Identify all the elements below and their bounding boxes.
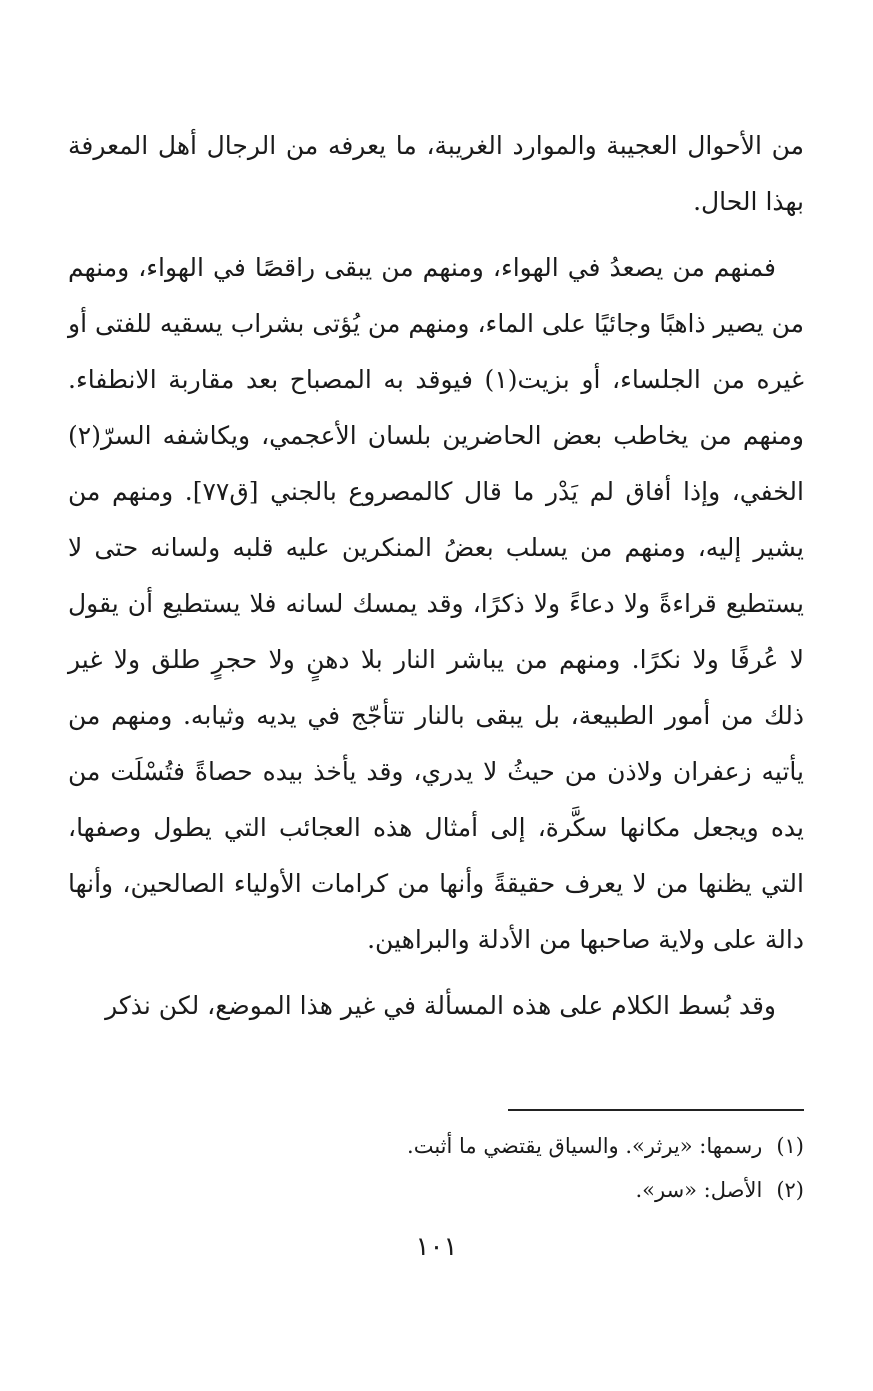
footnote-1-number: (١) xyxy=(776,1134,804,1158)
footnotes xyxy=(68,1124,804,1212)
paragraph-spacer xyxy=(68,230,804,240)
footnote-2-text: الأصل: «سر». xyxy=(635,1178,763,1202)
footnote-2 xyxy=(68,1168,804,1212)
footnote-1 xyxy=(68,1124,804,1168)
footnote-separator xyxy=(508,1109,804,1111)
paragraph-2: فمنهم من يصعدُ في الهواء، ومنهم من يبقى راقصًا في الهواء، ومنهم من يصير ذاهبًا وجائيًا على الماء، ومنهم من يُؤتى بشراب يسقيه للفتى أو غيره من الجلساء، أو بزيت(١) فيوقد به المصباح بعد مقاربة الانطفاء. ومنهم من يخاطب بعض الحاضرين بلسان الأعجمي، ويكاشفه السرّ(٢) الخفي، وإذا أفاق لم يَدْر ما قال كالمصروع بالجني [ق٧٧]. ومنهم من يشير إليه، ومنهم من يسلب بعضُ المنكرين عليه قلبه ولسانه حتى لا يستطيع قراءةً ولا دعاءً ولا ذكرًا، وقد يمسك لسانه فلا يستطيع أن يقول لا عُرفًا ولا نكرًا. ومنهم من يباشر النار بلا دهنٍ ولا حجرٍ طلق ولا غير ذلك من أمور الطبيعة، بل يبقى بالنار تتأجّج في يديه وثيابه. ومنهم من يأتيه زعفران ولاذن من حيثُ لا يدري، وقد يأخذ بيده حصاةً فتُسْلَت من يده ويجعل مكانها سكَّرة، إلى أمثال هذه العجائب التي يطول وصفها، التي يظنها من لا يعرف حقيقةً وأنها من كرامات الأولياء الصالحين، وأنها دالة على ولاية صاحبها من الأدلة والبراهين. xyxy=(68,253,804,954)
body-text xyxy=(68,118,804,1034)
footnote-2-number: (٢) xyxy=(776,1178,804,1202)
paragraph-spacer xyxy=(68,968,804,978)
page-number: ١٠١ xyxy=(415,1232,458,1262)
paragraph-1: من الأحوال العجيبة والموارد الغريبة، ما يعرفه من الرجال أهل المعرفة بهذا الحال. xyxy=(68,131,804,216)
paragraph-3: وقد بُسط الكلام على هذه المسألة في غير هذا الموضع، لكن نذكر xyxy=(105,991,776,1020)
footnote-1-text: رسمها: «يرثر». والسياق يقتضي ما أثبت. xyxy=(407,1134,763,1158)
